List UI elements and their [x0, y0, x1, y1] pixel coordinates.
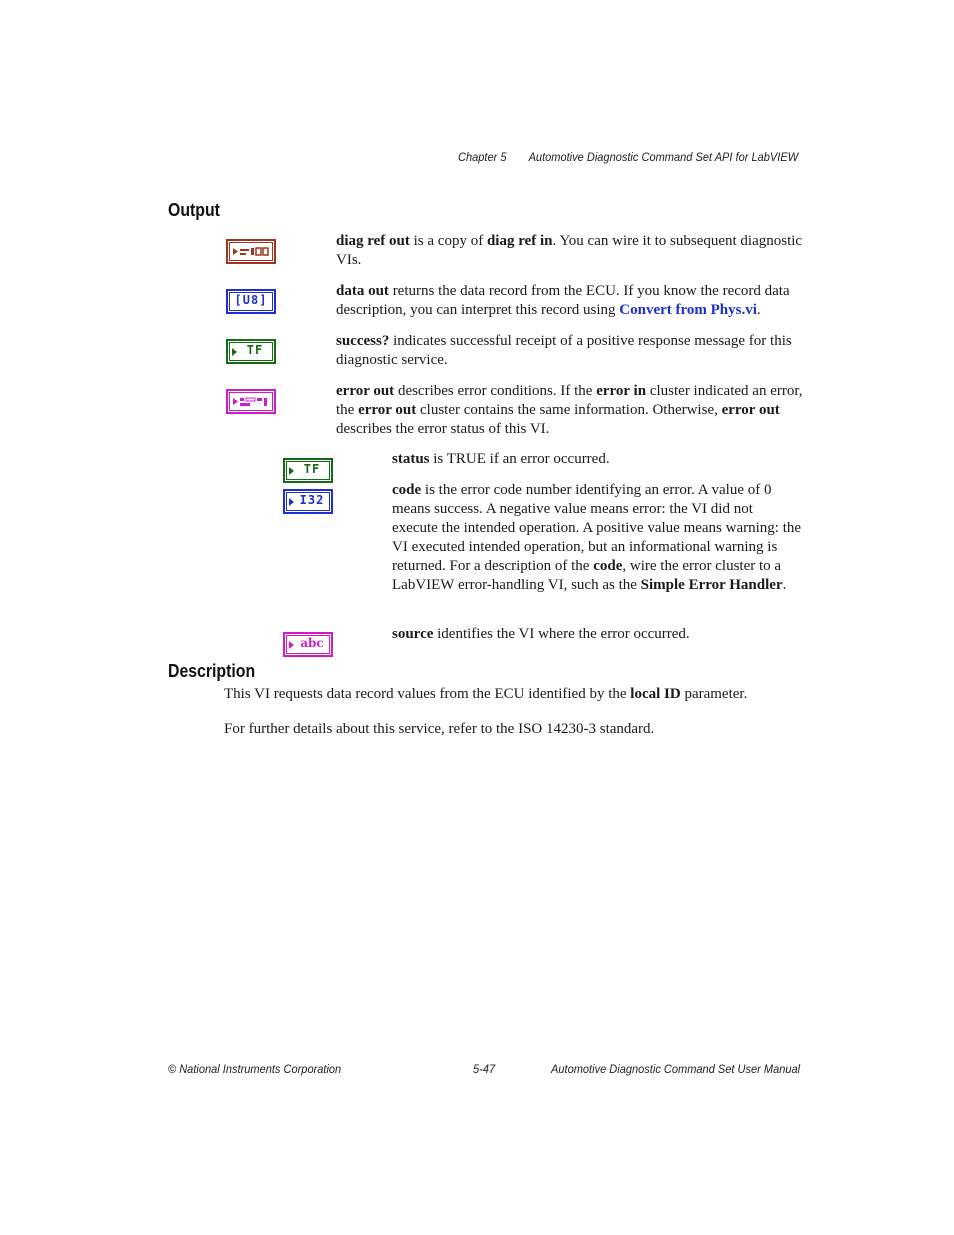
param-ref: diag ref in [486, 233, 553, 249]
header-title: Automotive Diagnostic Command Set API for LabVIEW [528, 150, 799, 164]
footer-page-number: 5-47 [473, 1062, 496, 1076]
u8-label: [U8] [234, 293, 268, 307]
tf-label: TF [246, 343, 264, 357]
field-name: status [392, 451, 430, 467]
tf-label: TF [303, 462, 321, 476]
param-text: cluster indicated an error, the [336, 383, 803, 418]
description-paragraph-1 [224, 685, 747, 704]
param-name: diag ref out [336, 233, 410, 249]
i32-numeric-icon [283, 489, 333, 514]
description-text: parameter. [680, 686, 748, 702]
param-name: error out [336, 383, 395, 399]
abc-label: abc [300, 636, 324, 650]
convert-from-phys-link[interactable]: Convert from Phys.vi [619, 302, 757, 318]
footer-copyright: © National Instruments Corporation [168, 1062, 342, 1076]
running-header [458, 150, 798, 164]
param-ref: error out [721, 402, 780, 418]
error-cluster-icon [226, 389, 276, 414]
field-text: is the error code number identifying an error. A value of 0 means success. A negative value means error: the VI did not execute the intended operation. A positive value means warning: the VI executed intended operation, but an informational warning is returned. For a description of the [392, 482, 802, 574]
param-success [336, 332, 806, 370]
field-text: is TRUE if an error occurred. [429, 451, 610, 467]
field-text: identifies the VI where the error occurred. [433, 626, 690, 642]
field-text: , wire the error cluster to a LabVIEW error-handling VI, such as the [392, 558, 782, 593]
field-name: source [392, 626, 434, 642]
param-ref: error in [596, 383, 647, 399]
field-source [392, 625, 802, 644]
param-diag-ref-out [336, 232, 806, 270]
string-abc-icon [283, 632, 333, 657]
field-ref: Simple Error Handler [640, 577, 783, 593]
footer-manual-title: Automotive Diagnostic Command Set User Manual [551, 1062, 801, 1076]
param-text: . You can wire it to subsequent diagnostic VIs. [336, 233, 803, 268]
param-name: data out [336, 283, 389, 299]
u8-array-icon [226, 289, 276, 314]
param-ref: error out [358, 402, 417, 418]
field-text: . [782, 577, 787, 593]
boolean-tf-icon [226, 339, 276, 364]
field-code [392, 481, 802, 595]
header-chapter: Chapter 5 [458, 150, 507, 164]
diag-ref-cluster-icon [226, 239, 276, 264]
param-text: indicates successful receipt of a positive response message for this diagnostic service. [336, 333, 792, 368]
param-text: describes error conditions. If the [394, 383, 597, 399]
field-status [392, 450, 802, 469]
param-text: . [756, 302, 761, 318]
param-error-out [336, 382, 806, 439]
boolean-tf-icon [283, 458, 333, 483]
param-data-out [336, 282, 806, 320]
description-ref: local ID [630, 686, 681, 702]
field-name: code [392, 482, 422, 498]
description-heading: Description [168, 661, 256, 681]
description-paragraph-2: For further details about this service, refer to the ISO 14230-3 standard. [224, 721, 655, 737]
param-text: is a copy of [409, 233, 487, 249]
field-ref: code [593, 558, 623, 574]
i32-label: I32 [299, 493, 325, 507]
param-text: describes the error status of this VI. [336, 421, 550, 437]
description-text: This VI requests data record values from the ECU identified by the [224, 686, 631, 702]
param-text: returns the data record from the ECU. If you know the record data description, you can interpret this record using [336, 283, 790, 318]
param-text: cluster contains the same information. Otherwise, [416, 402, 722, 418]
param-name: success? [336, 333, 390, 349]
output-heading: Output [168, 200, 220, 220]
